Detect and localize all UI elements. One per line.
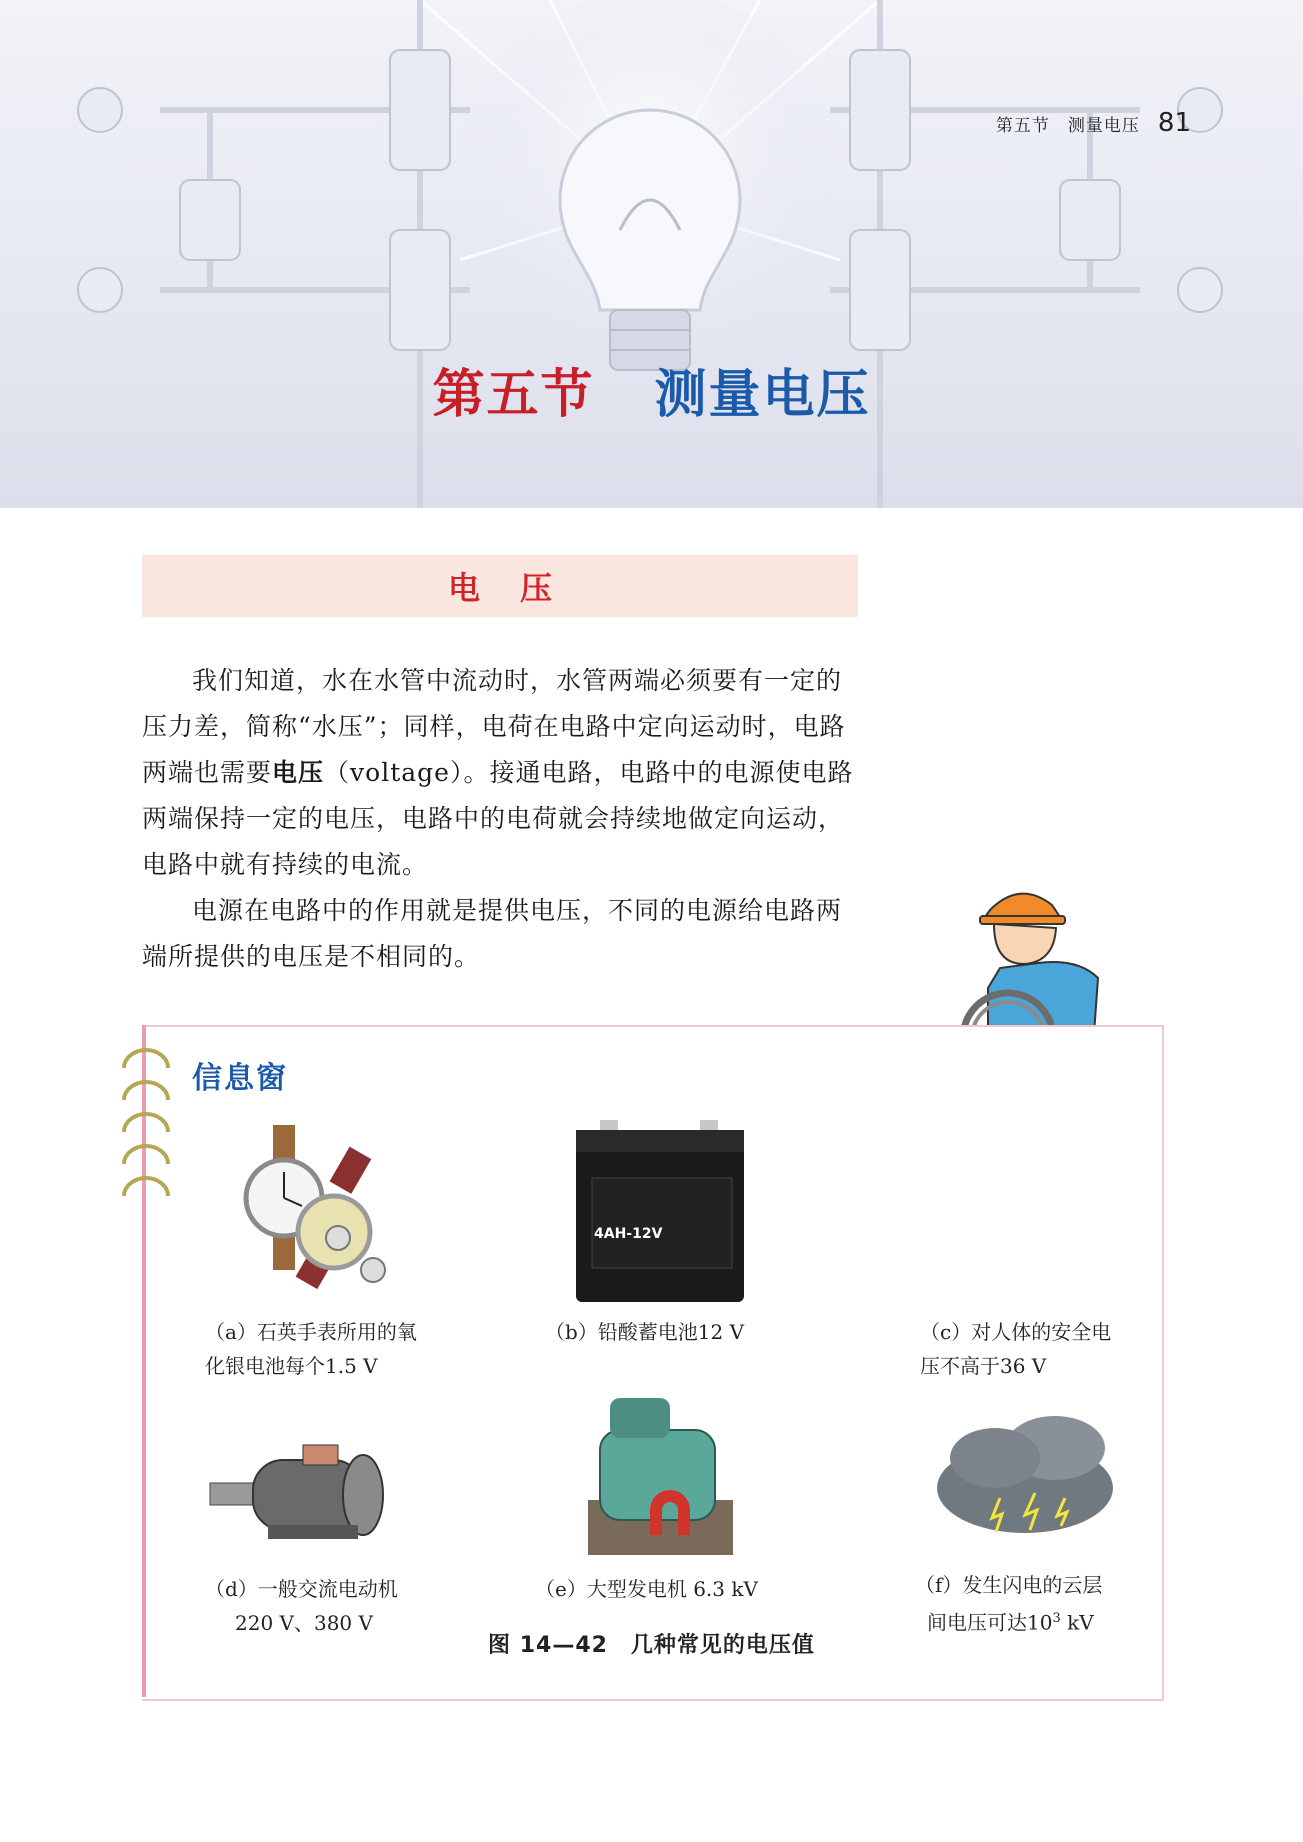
- binder-rings-icon: [116, 1048, 176, 1208]
- body-paragraph-1: [142, 658, 862, 888]
- lightning-cloud-image: [935, 1408, 1115, 1548]
- quartz-watch-image: [238, 1120, 398, 1290]
- page-number: 81: [1157, 108, 1191, 138]
- ac-motor-image: [208, 1425, 388, 1555]
- caption-f-unit: kV: [1060, 1610, 1094, 1635]
- section-heading: 电压: [447, 569, 592, 607]
- chapter-name: 测量电压: [654, 365, 871, 425]
- chapter-title: [0, 352, 1303, 427]
- figure-caption: 图 14—42 几种常见的电压值: [488, 1633, 815, 1658]
- chapter-number: 第五节: [432, 364, 595, 425]
- running-title: 第五节 测量电压: [995, 116, 1140, 136]
- caption-b: （b）铅酸蓄电池12 V: [545, 1320, 745, 1344]
- caption-e: （e）大型发电机 6.3 kV: [535, 1577, 758, 1601]
- light-bulb-insulator-background: [0, 0, 1303, 508]
- info-window-title: 信息窗: [192, 1061, 288, 1096]
- caption-f-line1: （f）发生闪电的云层: [915, 1573, 1103, 1597]
- caption-d-line1: （d）一般交流电动机: [205, 1577, 398, 1601]
- caption-d-line2: 220 V、380 V: [235, 1611, 373, 1635]
- section-heading-box: [142, 555, 858, 617]
- caption-f-superscript: 3: [1052, 1611, 1061, 1626]
- p1-term-voltage: 电压: [272, 758, 325, 787]
- lead-acid-battery-image: [572, 1118, 750, 1304]
- caption-a: （a）石英手表所用的氧化银电池每个1.5 V: [205, 1320, 417, 1378]
- large-generator-image: [580, 1390, 740, 1560]
- running-header: [996, 108, 1191, 138]
- caption-f-line2-text: 间电压可达10: [927, 1610, 1053, 1635]
- body-paragraph-2: 电源在电路中的作用就是提供电压，不同的电源给电路两端所提供的电压是不相同的。: [142, 896, 843, 971]
- p1-text-after: （voltage）。接通电路，电路中的电源使电路两端保持一定的电压，电路中的电荷就会持续地做定向运动，电路中就有持续的电流。: [142, 758, 854, 879]
- chapter-banner: [0, 0, 1303, 508]
- caption-c: （c）对人体的安全电压不高于36 V: [920, 1320, 1112, 1378]
- battery-label: 4AH-12V: [594, 1226, 663, 1242]
- p1-text-before: 我们知道，水在水管中流动时，水管两端必须要有一定的压力差，简称“水压”；同样，电荷在电路中定向运动时，电路两端也需要: [142, 666, 846, 787]
